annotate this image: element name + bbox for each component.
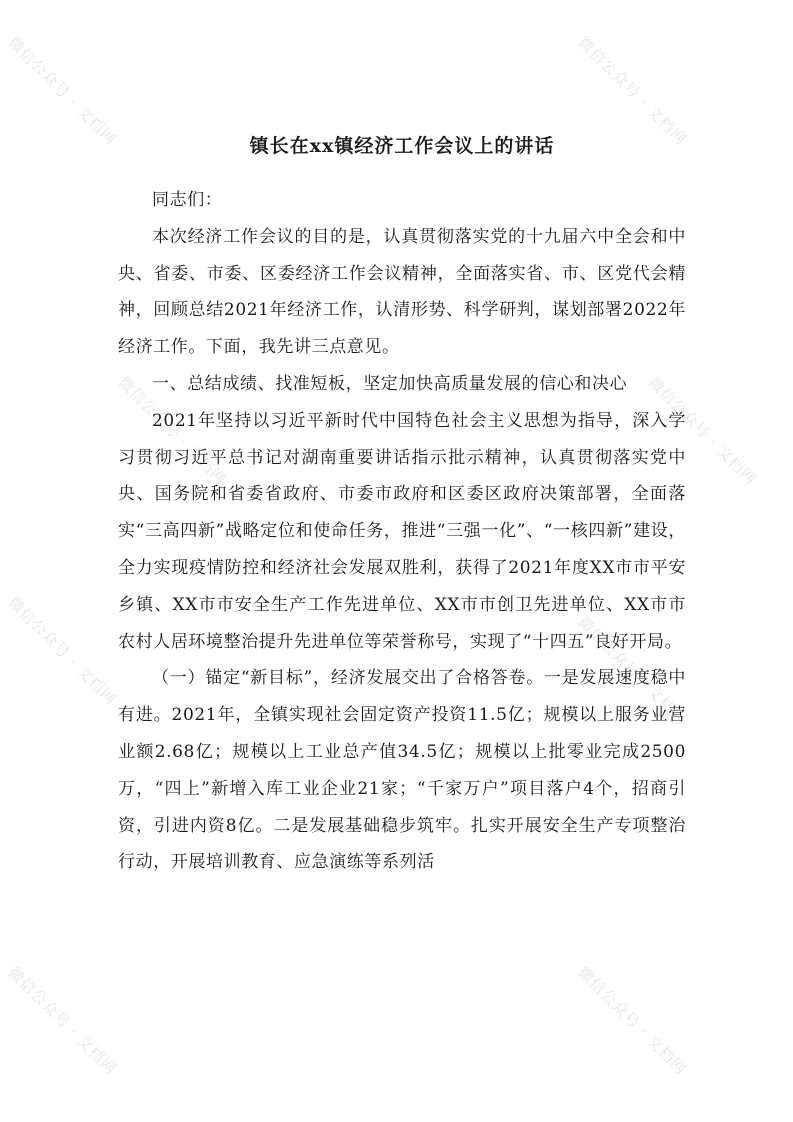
document-body	[118, 128, 686, 881]
paragraph-intro: 本次经济工作会议的目的是，认真贯彻落实党的十九届六中全会和中央、省委、市委、区委经济工作会议精神，全面落实省、市、区党代会精神，回顾总结2021年经济工作，认清形势、科学研判，谋划部署2022年经济工作。下面，我先讲三点意见。	[118, 226, 686, 358]
salutation: 同志们：	[152, 190, 223, 210]
section-heading: 一、总结成绩、找准短板，坚定加快高质量发展的信心和决心	[152, 373, 628, 394]
watermark: 微信公众号 · 文档网	[4, 33, 121, 149]
watermark: 微信公众号 · 文档网	[4, 593, 121, 709]
watermark: 微信公众号 · 文档网	[574, 613, 691, 729]
paragraph-subsection-1: （一）锚定“新目标”，经济发展交出了合格答卷。一是发展速度稳中有进。2021年，全镇实现社会固定资产投资11.5亿；规模以上服务业营业额2.68亿；规模以上工业总产值34.5亿；规模以上批零业完成2500万，“四上”新增入库工业企业21家；“千家万户”项目落户4个，招商引资，引进内资8亿。二是发展基础稳步筑牢。扎实开展安全生产专项整治行动，开展培训教育、应急演练等系列活	[118, 668, 686, 873]
paragraph-summary: 2021年坚持以习近平新时代中国特色社会主义思想为指导，深入学习贯彻习近平总书记对湖南重要讲话指示批示精神，认真贯彻落实党中央、国务院和省委省政府、市委市政府和区委区政府决策部署，全面落实“三高四新”战略定位和使命任务，推进“三强一化”、“一核四新”建设，全力实现疫情防控和经济社会发展双胜利，获得了2021年度XX市市平安乡镇、XX市市安全生产工作先进单位、XX市市创卫先进单位、XX市市农村人居环境整治提升先进单位等荣誉称号，实现了“十四五”良好开局。	[118, 410, 686, 652]
document-title: 镇长在xx镇经济工作会议上的讲话	[249, 135, 555, 157]
watermark: 微信公众号 · 文档网	[644, 373, 761, 489]
watermark: 微信公众号 · 文档网	[574, 33, 691, 149]
watermark: 微信公众号 · 文档网	[574, 963, 691, 1079]
watermark: 微信公众号 · 文档网	[114, 373, 231, 489]
watermark: 微信公众号 · 文档网	[4, 963, 121, 1079]
